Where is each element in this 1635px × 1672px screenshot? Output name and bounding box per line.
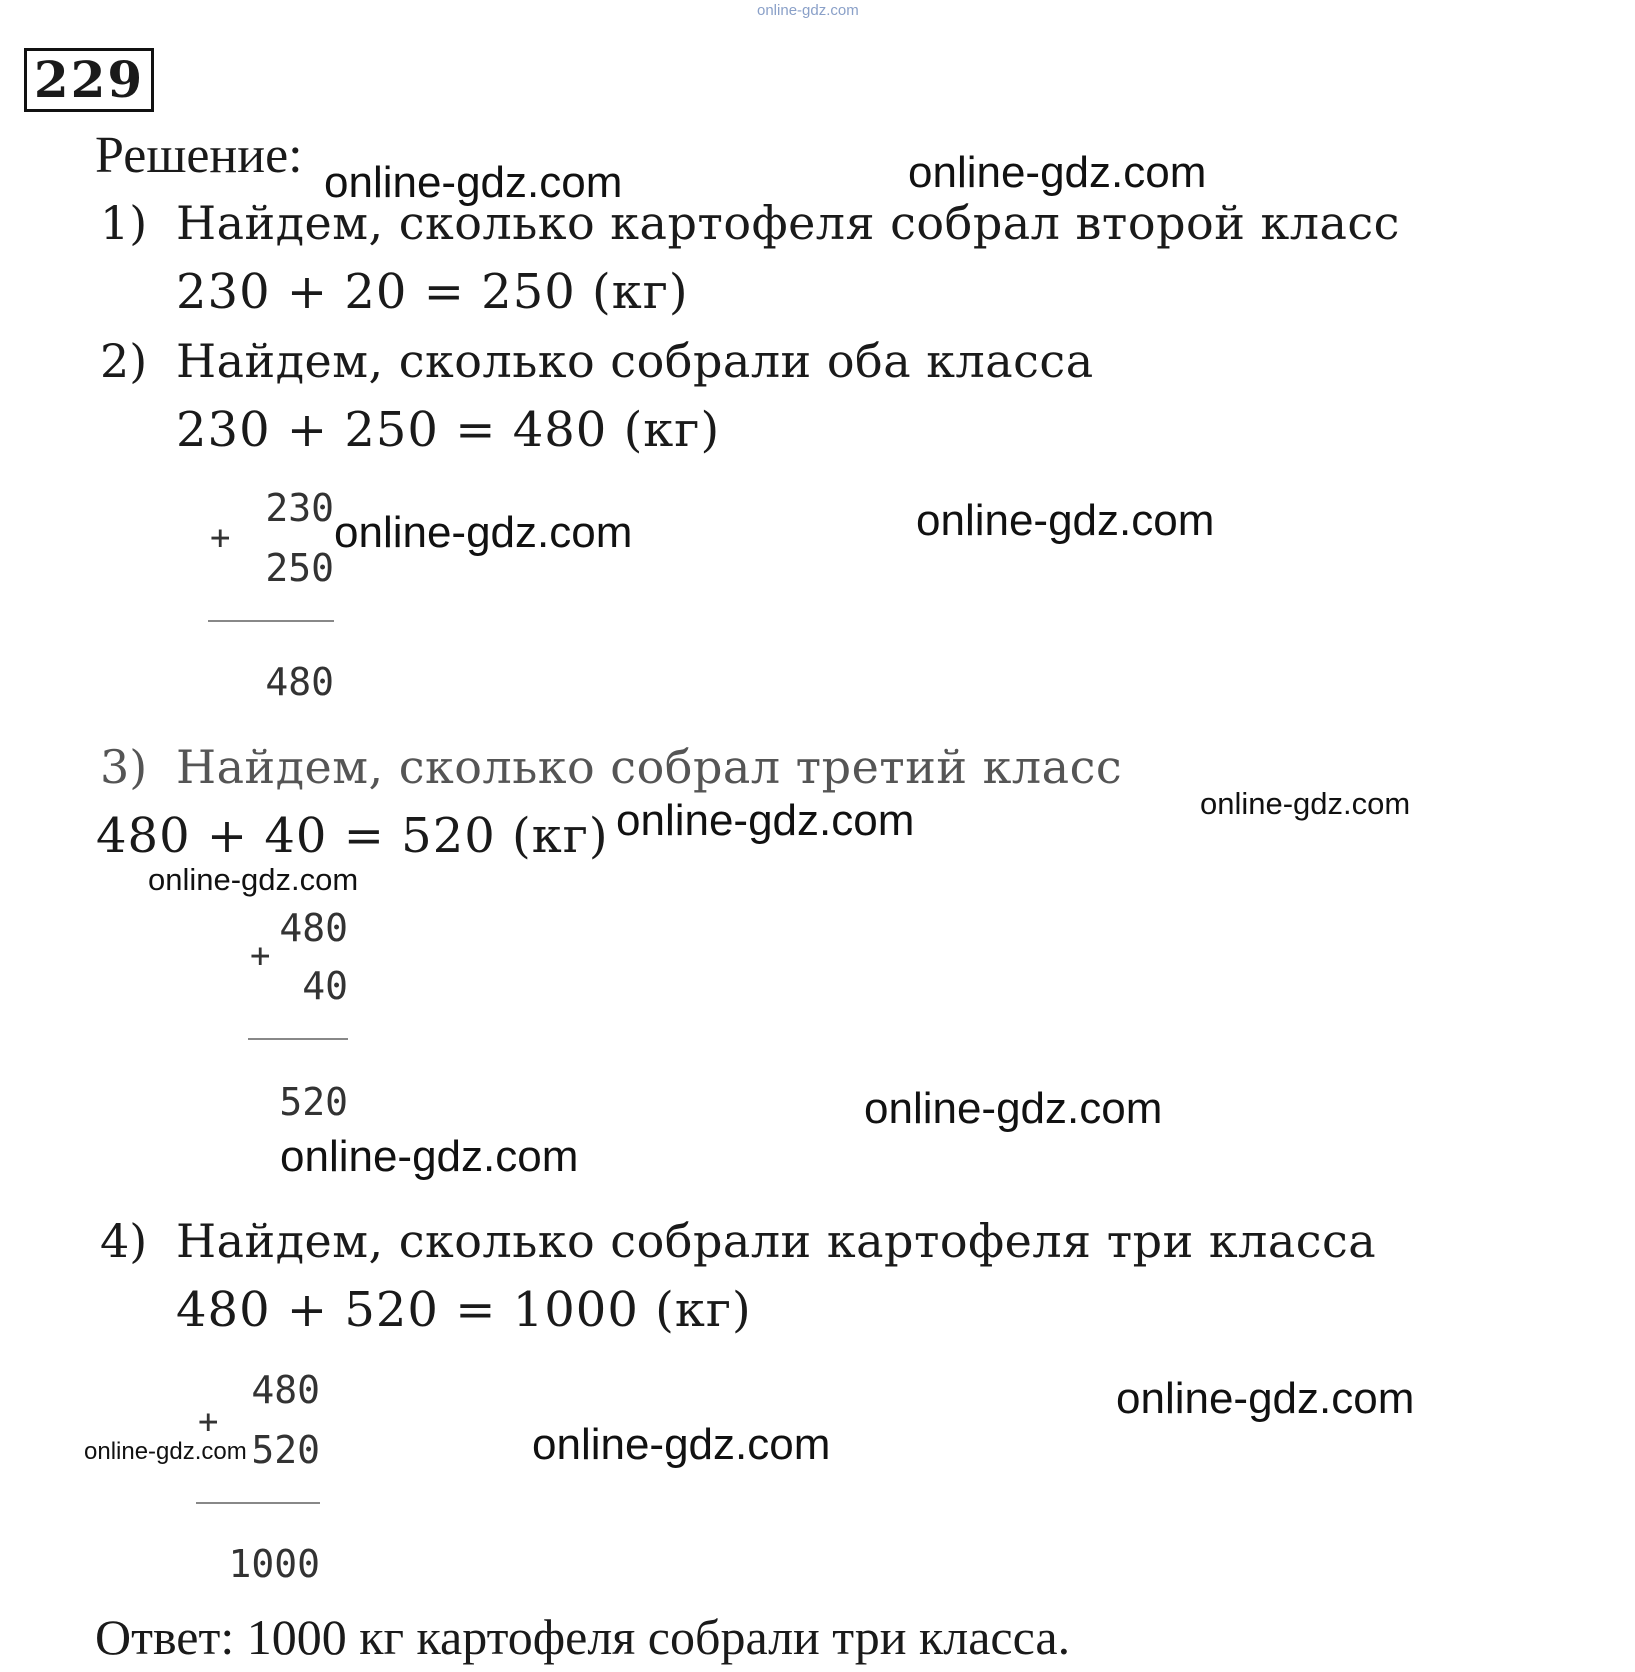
step-4-column-line bbox=[196, 1502, 320, 1504]
watermark-12: online-gdz.com bbox=[84, 1438, 247, 1465]
step-3-equation: 480 + 40 = 520 (кг) bbox=[96, 808, 609, 864]
watermark-1: online-gdz.com bbox=[324, 158, 623, 207]
step-2-column-sum: 480 bbox=[265, 660, 334, 704]
step-2-text: Найдем, сколько собрали оба класса bbox=[176, 334, 1094, 388]
step-2-column-line bbox=[208, 620, 334, 622]
watermark-7: online-gdz.com bbox=[148, 862, 359, 897]
step-2-number: 2) bbox=[100, 334, 148, 388]
step-3-column-addend-1: 480 bbox=[279, 906, 348, 950]
step-4-column-plus: + bbox=[198, 1402, 219, 1442]
watermark-10: online-gdz.com bbox=[1116, 1374, 1415, 1423]
step-4-text: Найдем, сколько собрали картофеля три класса bbox=[176, 1214, 1377, 1268]
step-4-equation: 480 + 520 = 1000 (кг) bbox=[176, 1282, 752, 1338]
watermark-4: online-gdz.com bbox=[916, 496, 1215, 545]
step-1-text: Найдем, сколько картофеля собрал второй класс bbox=[176, 196, 1400, 250]
watermark-8: online-gdz.com bbox=[864, 1084, 1163, 1133]
watermark-3: online-gdz.com bbox=[334, 508, 633, 557]
step-4-number: 4) bbox=[100, 1214, 148, 1268]
watermark-5: online-gdz.com bbox=[1200, 786, 1411, 821]
watermark-9: online-gdz.com bbox=[280, 1132, 579, 1181]
step-3-column-sum: 520 bbox=[279, 1080, 348, 1124]
step-2-column-addend-2: 250 bbox=[265, 546, 334, 590]
step-3-column-plus: + bbox=[250, 936, 271, 976]
step-4-column-addend-2: 520 bbox=[251, 1428, 320, 1472]
step-3-column-addend-2: 40 bbox=[302, 964, 348, 1008]
step-4-column-addend-1: 480 bbox=[251, 1368, 320, 1412]
step-1-number: 1) bbox=[100, 196, 148, 250]
step-3-number: 3) bbox=[100, 740, 148, 794]
watermark-11: online-gdz.com bbox=[532, 1420, 831, 1469]
watermark-top: online-gdz.com bbox=[757, 2, 859, 19]
solution-label: Решение: bbox=[95, 127, 303, 184]
problem-number: 229 bbox=[24, 48, 154, 112]
step-1-equation: 230 + 20 = 250 (кг) bbox=[176, 264, 689, 320]
step-2-column-plus: + bbox=[210, 518, 231, 558]
step-3-text: Найдем, сколько собрал третий класс bbox=[176, 740, 1123, 794]
answer-text: Ответ: 1000 кг картофеля собрали три класса. bbox=[95, 1609, 1071, 1665]
watermark-6: online-gdz.com bbox=[616, 796, 915, 845]
step-2-equation: 230 + 250 = 480 (кг) bbox=[176, 402, 721, 458]
step-2-column-addend-1: 230 bbox=[265, 486, 334, 530]
step-4-column-sum: 1000 bbox=[228, 1542, 320, 1586]
watermark-2: online-gdz.com bbox=[908, 148, 1207, 197]
step-3-column-line bbox=[248, 1038, 348, 1040]
